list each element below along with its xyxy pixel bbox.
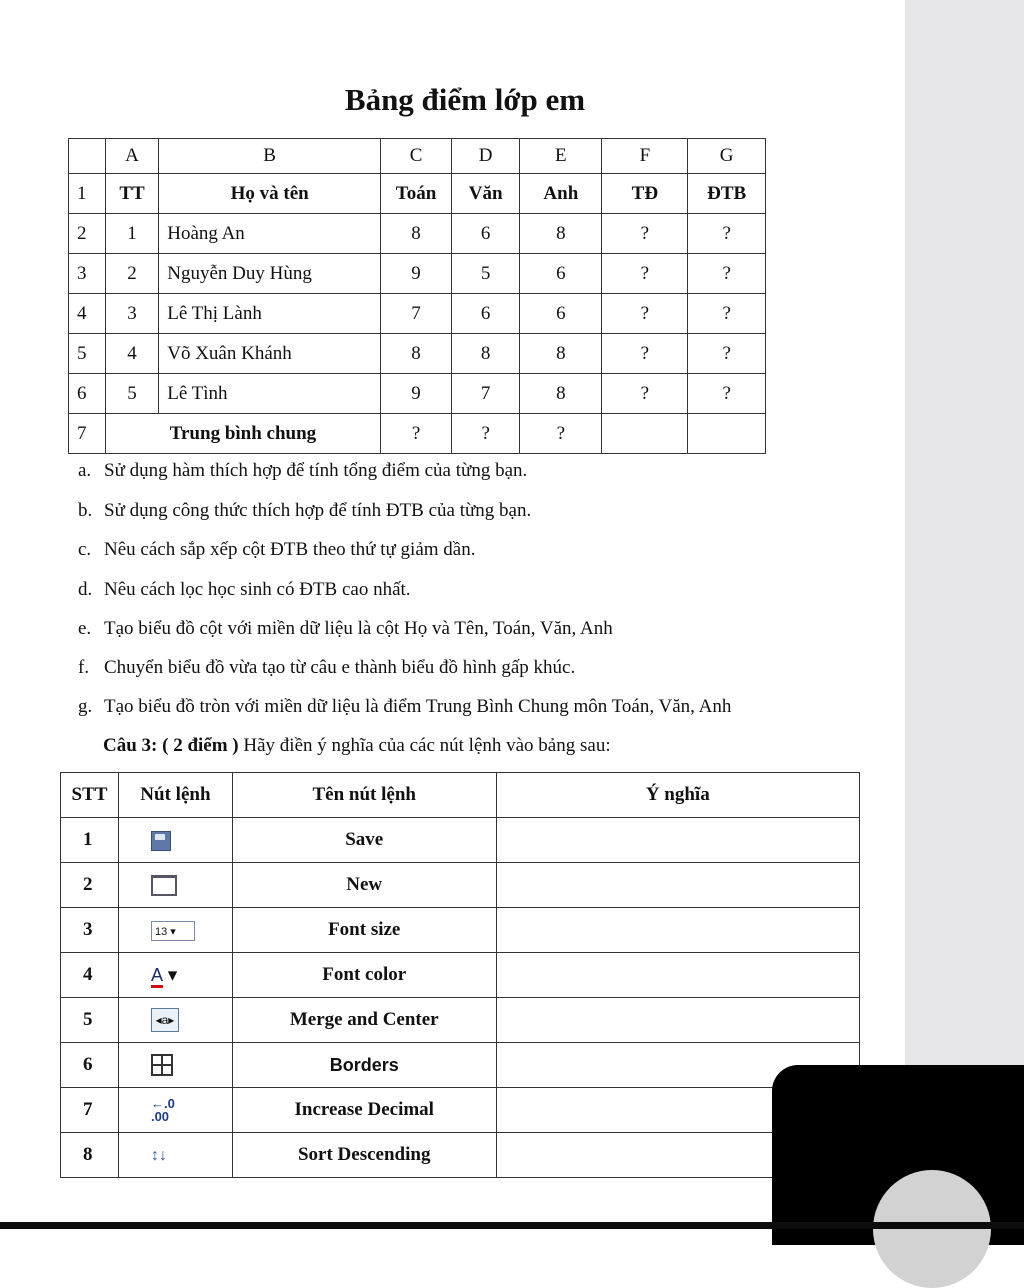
- stt-cell: 6: [61, 1043, 119, 1088]
- question-3: Câu 3: ( 2 điểm ) Hãy điền ý nghĩa của các nút lệnh vào bảng sau:: [103, 735, 611, 756]
- header-cell: Văn: [452, 174, 520, 214]
- stt-cell: 8: [61, 1133, 119, 1178]
- cell-tt: 1: [105, 214, 158, 254]
- page-title: Bảng điểm lớp em: [344, 82, 586, 117]
- task-f: f. Chuyển biểu đồ vừa tạo từ câu e thành biểu đồ hình gấp khúc.: [78, 657, 576, 678]
- cell-anh: 8: [520, 334, 602, 374]
- row-number: 5: [69, 334, 106, 374]
- cell-td: ?: [602, 334, 688, 374]
- table-row: [61, 908, 860, 953]
- avg-anh: ?: [520, 414, 602, 454]
- button-name: Borders: [232, 1043, 496, 1088]
- column-letters-row: [69, 139, 766, 174]
- cell-dtb: ?: [688, 374, 766, 414]
- header-stt: STT: [61, 773, 119, 818]
- table-row: [69, 374, 766, 414]
- meaning-cell: [496, 818, 859, 863]
- header-cell: Toán: [381, 174, 452, 214]
- table-row: [69, 334, 766, 374]
- header-cell: Anh: [520, 174, 602, 214]
- cell-van: 6: [452, 294, 520, 334]
- cell-name: Võ Xuân Khánh: [159, 334, 381, 374]
- stt-cell: 1: [61, 818, 119, 863]
- row-number: 7: [69, 414, 106, 454]
- avg-van: ?: [452, 414, 520, 454]
- table-row: [69, 254, 766, 294]
- increase-decimal-icon: ←.0 .00: [150, 1096, 175, 1124]
- cell-tt: 4: [105, 334, 158, 374]
- empty-cell: [602, 414, 688, 454]
- table-row: [61, 818, 860, 863]
- table-row: [61, 953, 860, 998]
- borders-icon: [151, 1054, 173, 1076]
- row-number: 4: [69, 294, 106, 334]
- cell-toan: 9: [381, 254, 452, 294]
- icon-cell: [118, 863, 232, 908]
- cell-td: ?: [602, 294, 688, 334]
- table-row: [61, 1133, 860, 1178]
- stt-cell: 2: [61, 863, 119, 908]
- cell-name: Hoàng An: [159, 214, 381, 254]
- cell-dtb: ?: [688, 254, 766, 294]
- cell-anh: 8: [520, 214, 602, 254]
- stt-cell: 3: [61, 908, 119, 953]
- average-label: Trung bình chung: [105, 414, 380, 454]
- avg-toan: ?: [381, 414, 452, 454]
- bottom-edge: [0, 1222, 1024, 1229]
- cell-tt: 3: [105, 294, 158, 334]
- meaning-cell: [496, 908, 859, 953]
- merge-center-icon: ◂a▸: [151, 1008, 179, 1032]
- cell-dtb: ?: [688, 334, 766, 374]
- font-color-icon: A ▾: [150, 964, 178, 986]
- icon-cell: [118, 1133, 232, 1178]
- table-row: [69, 294, 766, 334]
- meaning-cell: [496, 953, 859, 998]
- table-row: [61, 1043, 860, 1088]
- header-row: [61, 773, 860, 818]
- average-row: [69, 414, 766, 454]
- cell-td: ?: [602, 254, 688, 294]
- cell-dtb: ?: [688, 294, 766, 334]
- header-cell: TĐ: [602, 174, 688, 214]
- task-b: b. Sử dụng công thức thích hợp để tính ĐTB của từng bạn.: [78, 500, 532, 521]
- col-letter: F: [602, 139, 688, 174]
- save-icon: [151, 831, 171, 851]
- meaning-cell: [496, 863, 859, 908]
- icon-cell: [118, 908, 232, 953]
- cell-anh: 8: [520, 374, 602, 414]
- stt-cell: 7: [61, 1088, 119, 1133]
- row-number: 3: [69, 254, 106, 294]
- icon-cell: [118, 1088, 232, 1133]
- header-button-name: Tên nút lệnh: [232, 773, 496, 818]
- header-cell: ĐTB: [688, 174, 766, 214]
- col-letter: D: [452, 139, 520, 174]
- task-g: g. Tạo biểu đồ tròn với miền dữ liệu là điểm Trung Bình Chung môn Toán, Văn, Anh: [78, 696, 732, 717]
- table-row: [69, 214, 766, 254]
- header-button: Nút lệnh: [118, 773, 232, 818]
- task-a: a. Sử dụng hàm thích hợp để tính tổng điểm của từng bạn.: [78, 460, 528, 481]
- header-meaning: Ý nghĩa: [496, 773, 859, 818]
- cell-name: Lê Tình: [159, 374, 381, 414]
- cell-dtb: ?: [688, 214, 766, 254]
- row-number: 1: [69, 174, 106, 214]
- table-row: [61, 863, 860, 908]
- cell-td: ?: [602, 214, 688, 254]
- cell-toan: 8: [381, 334, 452, 374]
- corner-cell: [69, 139, 106, 174]
- button-name: Sort Descending: [232, 1133, 496, 1178]
- cell-van: 7: [452, 374, 520, 414]
- button-name: New: [232, 863, 496, 908]
- cell-tt: 5: [105, 374, 158, 414]
- cell-toan: 7: [381, 294, 452, 334]
- cell-tt: 2: [105, 254, 158, 294]
- meaning-cell: [496, 998, 859, 1043]
- header-row: [69, 174, 766, 214]
- cell-anh: 6: [520, 294, 602, 334]
- cell-name: Nguyễn Duy Hùng: [159, 254, 381, 294]
- col-letter: A: [105, 139, 158, 174]
- button-name: Font size: [232, 908, 496, 953]
- sort-descending-icon: ↕↓: [150, 1146, 167, 1164]
- button-name: Font color: [232, 953, 496, 998]
- cell-name: Lê Thị Lành: [159, 294, 381, 334]
- button-name: Save: [232, 818, 496, 863]
- row-number: 6: [69, 374, 106, 414]
- task-e: e. Tạo biểu đồ cột với miền dữ liệu là cột Họ và Tên, Toán, Văn, Anh: [78, 618, 613, 639]
- button-name: Increase Decimal: [232, 1088, 496, 1133]
- cell-toan: 9: [381, 374, 452, 414]
- stt-cell: 5: [61, 998, 119, 1043]
- cell-van: 5: [452, 254, 520, 294]
- icon-cell: [118, 818, 232, 863]
- col-letter: G: [688, 139, 766, 174]
- col-letter: E: [520, 139, 602, 174]
- cell-van: 6: [452, 214, 520, 254]
- cell-td: ?: [602, 374, 688, 414]
- icon-cell: [118, 953, 232, 998]
- cell-van: 8: [452, 334, 520, 374]
- task-c: c. Nêu cách sắp xếp cột ĐTB theo thứ tự giảm dần.: [78, 539, 476, 560]
- table-row: [61, 998, 860, 1043]
- cell-toan: 8: [381, 214, 452, 254]
- header-cell: Họ và tên: [159, 174, 381, 214]
- right-gray-margin: [905, 0, 1024, 1229]
- new-document-icon: [151, 875, 177, 896]
- round-button[interactable]: [873, 1170, 991, 1288]
- col-letter: C: [381, 139, 452, 174]
- button-name: Merge and Center: [232, 998, 496, 1043]
- task-d: d. Nêu cách lọc học sinh có ĐTB cao nhất.: [78, 579, 411, 600]
- icon-cell: [118, 998, 232, 1043]
- stt-cell: 4: [61, 953, 119, 998]
- icon-cell: [118, 1043, 232, 1088]
- empty-cell: [688, 414, 766, 454]
- cell-anh: 6: [520, 254, 602, 294]
- row-number: 2: [69, 214, 106, 254]
- grade-spreadsheet: [68, 138, 766, 454]
- header-cell: TT: [105, 174, 158, 214]
- col-letter: B: [159, 139, 381, 174]
- table-row: [61, 1088, 860, 1133]
- font-size-icon: 13 ▾: [151, 921, 195, 941]
- command-buttons-table: [60, 772, 860, 1178]
